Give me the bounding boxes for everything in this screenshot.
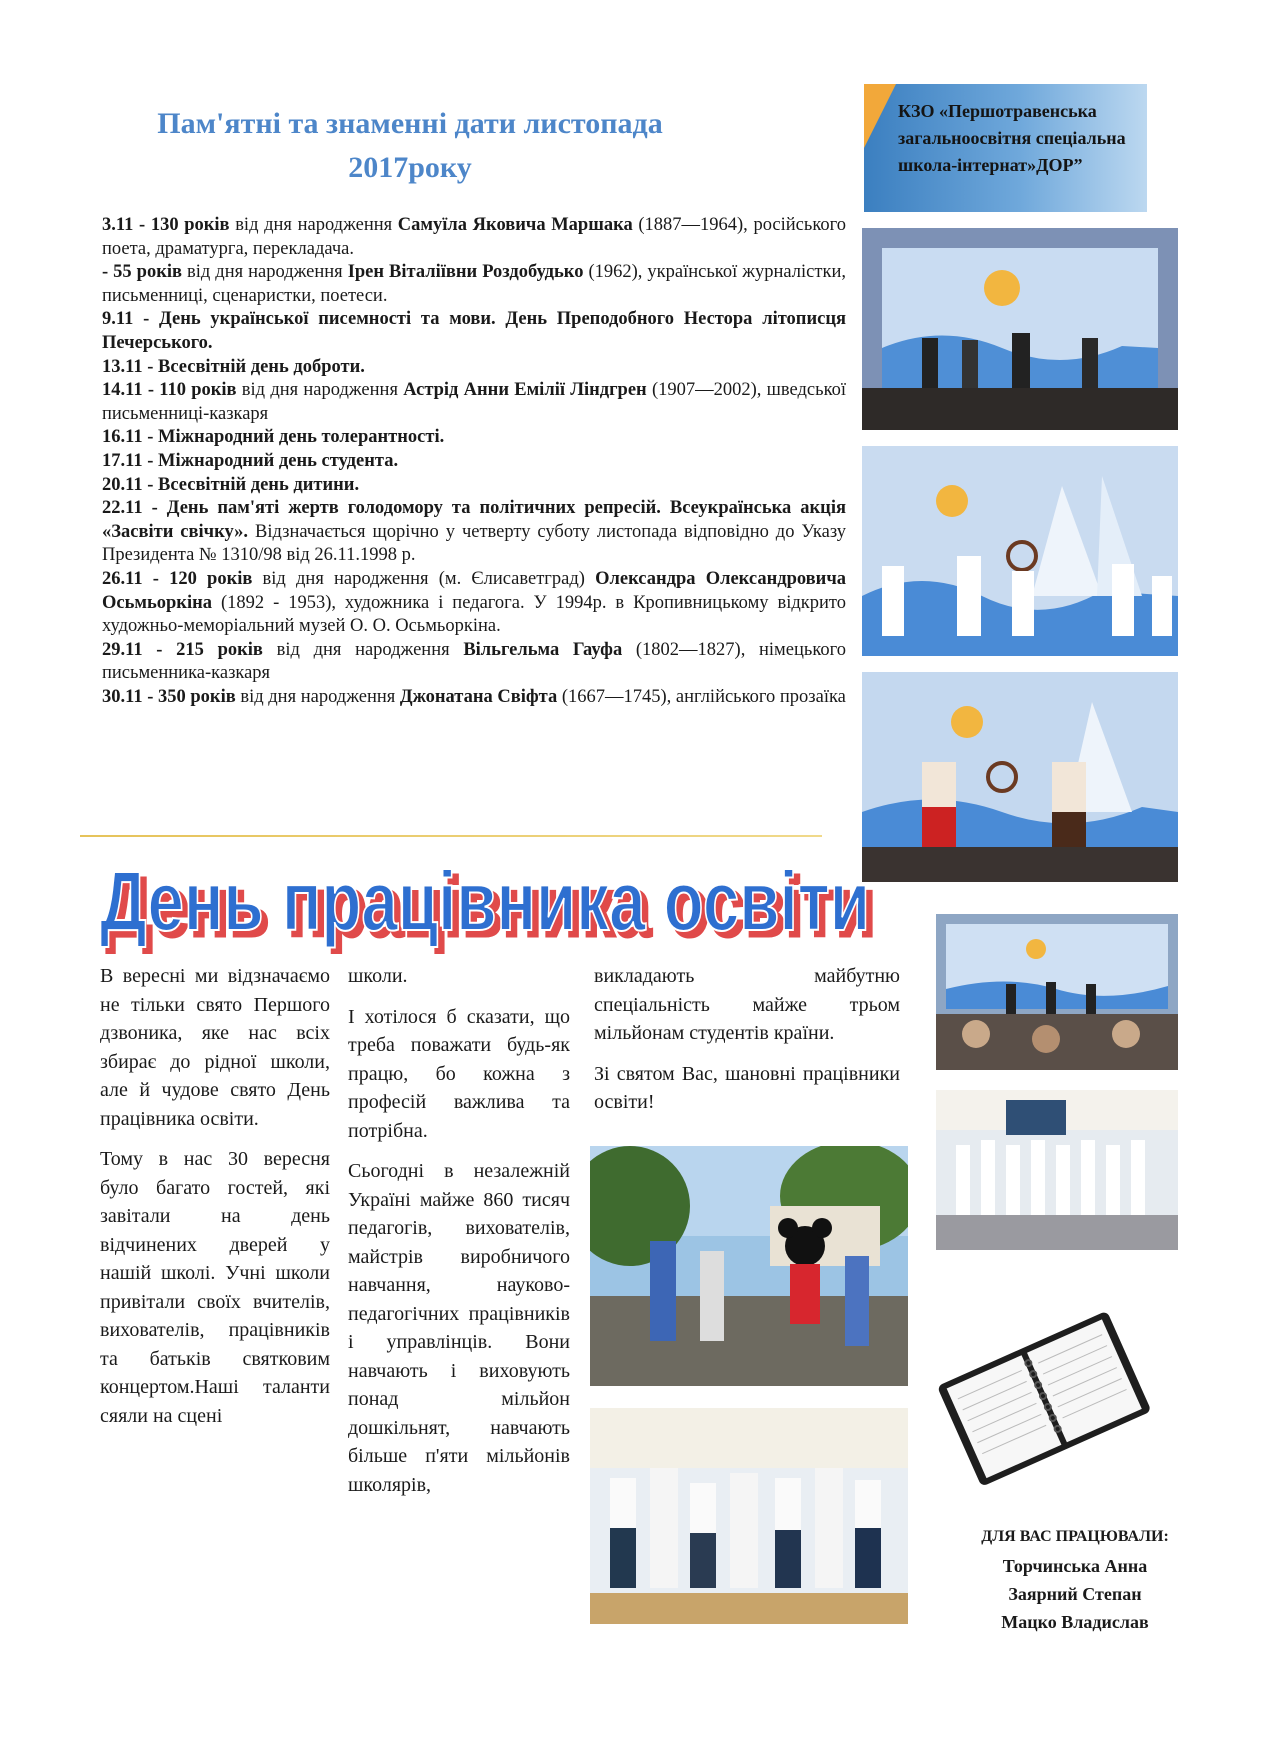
- date-entry-date: 29.11 -: [102, 639, 177, 660]
- article-column-1: [100, 962, 330, 1442]
- stage-audience-photo: [936, 914, 1178, 1070]
- date-entry-text2: (1667—1745), англійського прозаїка: [557, 686, 846, 707]
- date-entry-bold1: Міжнародний день толерантності.: [158, 427, 445, 448]
- date-entry-text1: від дня народження: [182, 262, 348, 283]
- article-paragraph: викладають майбутню спеціальність майже трьом мільйонам студентів країни.: [594, 965, 900, 1044]
- credit-name: Заярний Степан: [1008, 1584, 1142, 1604]
- article-paragraph: В вересні ми відзначаємо не тільки свято Першого дзвоника, яке нас всіх збирає до рідної школи, але й чудове свято День працівника освіти.: [100, 965, 330, 1130]
- date-entry: [102, 426, 846, 450]
- concert-photo-3: [862, 672, 1178, 882]
- date-entry: [102, 356, 846, 380]
- date-entry-bold1: Всесвітній день дитини.: [158, 474, 360, 495]
- headline-shadow: День працівника освіти: [106, 860, 876, 954]
- date-entry: [102, 379, 846, 426]
- concert-photo-2: [862, 446, 1178, 656]
- dates-list: [102, 214, 846, 709]
- headline-text: День працівника освіти: [100, 856, 870, 948]
- date-entry-text1: від дня народження (м. Єлисаветград): [252, 568, 596, 589]
- date-entry-text1: від дня народження: [262, 639, 464, 660]
- date-entry-text2: (1962), української журналістки, письменниці, сценаристки, поетеси.: [102, 262, 846, 306]
- date-entry-bold1: 55 років: [113, 262, 183, 283]
- date-entry-bold1: Всесвітній день доброти.: [158, 356, 365, 377]
- date-entry-text2: (1887—1964), російського поета, драматурга, перекладача.: [102, 215, 846, 259]
- outdoor-celebration-photo: [590, 1146, 908, 1386]
- date-entry-bold2: Ірен Віталіївни Роздобудько: [347, 262, 584, 283]
- article-paragraph: Тому в нас 30 вересня було багато гостей, які завітали на день відчинених дверей у нашій школі. Учні школи привітали своїх вчителів, вихователів, працівників та батьків святковим концертом.Наші таланти сяяли на сцені: [100, 1148, 330, 1427]
- date-entry-date: 13.11 -: [102, 356, 159, 377]
- date-entry-bold2: Вільгельма Гауфа: [463, 639, 623, 660]
- credit-name: Торчинська Анна: [1002, 1556, 1148, 1576]
- date-entry: [102, 450, 846, 474]
- date-entry-bold1: День пам'яті жертв голодомору та політичних репресій. Всеукраїнська акція «Засвіти свічку».: [102, 498, 846, 542]
- date-entry-bold1: 215 років: [176, 639, 263, 660]
- date-entry: [102, 639, 846, 686]
- date-entry-date: 9.11 -: [102, 309, 160, 330]
- article-paragraph: Сьогодні в незалежній Україні майже 860 тисяч педагогів, вихователів, майстрів виробничого навчання, науково-педагогічних працівників і управлінців. Вони навчають і виховують понад мільйон дошкільнят, навчають більше п'яти мільйонів школярів,: [348, 1160, 570, 1496]
- date-entry-bold1: 110 років: [159, 380, 237, 401]
- date-entry-bold2: Олександра Олександровича Осьмьоркіна: [102, 568, 846, 613]
- article-paragraph: школи.: [348, 965, 408, 987]
- credits: [920, 1522, 1230, 1636]
- article-paragraph: І хотілося б сказати, що треба поважати будь-як працю, бо кожна з професій важлива та потрібна.: [348, 1005, 570, 1142]
- date-entry-date: 30.11 -: [102, 686, 159, 707]
- date-entry: [102, 568, 846, 639]
- credit-name: Мацко Владислав: [1001, 1612, 1149, 1632]
- date-entry-text2: (1802—1827), німецького письменника-казкаря: [102, 639, 846, 684]
- date-entry: [102, 686, 846, 710]
- date-entry-text1: від дня народження: [229, 215, 398, 235]
- date-entry-bold1: День української писемності та мови. День Преподобного Нестора літописця Печерського.: [102, 309, 846, 353]
- date-entry-date: 20.11 -: [102, 474, 159, 495]
- article-paragraph: Зі святом Вас, шановні працівники освіти!: [594, 1062, 900, 1113]
- date-entry-bold1: 130 років: [150, 215, 230, 235]
- date-entry-text2: (1892 - 1953), художника і педагога. У 1994р. в Кропивницькому відкрито художньо-меморіальний музей О. О. Осьмьоркіна.: [102, 592, 846, 637]
- headline-banner: [98, 856, 888, 954]
- date-entry-date: 17.11 -: [102, 450, 159, 471]
- section-divider: [80, 835, 822, 837]
- date-entry-bold2: Самуїла Яковича Маршака: [397, 215, 633, 235]
- date-entry: [102, 497, 846, 568]
- date-entry: [102, 308, 846, 355]
- date-entry-date: 16.11 -: [102, 427, 159, 448]
- date-entry-date: 26.11 -: [102, 568, 170, 589]
- date-entry-bold2: Джонатана Свіфта: [399, 686, 558, 707]
- credits-heading: ДЛЯ ВАС ПРАЦЮВАЛИ:: [981, 1528, 1169, 1545]
- date-entry-bold1: 350 років: [158, 686, 236, 707]
- date-entry: [102, 261, 846, 308]
- date-entry-date: 3.11 -: [102, 215, 151, 235]
- date-entry: [102, 214, 846, 261]
- school-name-box: [864, 84, 1147, 212]
- date-entry-date: 14.11 -: [102, 380, 160, 401]
- date-entry-bold1: 120 років: [169, 568, 253, 589]
- date-entry-text2: (1907—2002), шведської письменниці-казкаря: [102, 380, 847, 424]
- date-entry-bold2: Астрід Анни Емілії Ліндгрен: [403, 380, 647, 401]
- date-entry-bold1: Міжнародний день студента.: [158, 450, 399, 471]
- page-title: Пам'ятні та знаменні дати листопада 2017року: [157, 107, 663, 184]
- concert-photo-1: [862, 228, 1178, 430]
- date-entry-text1: від дня народження: [236, 380, 404, 401]
- date-entry-text1: від дня народження: [235, 686, 400, 707]
- notebook-icon: [928, 1296, 1158, 1496]
- group-photo: [936, 1090, 1178, 1250]
- date-entry-date: -: [102, 262, 114, 283]
- date-entry-date: 22.11 -: [102, 498, 167, 519]
- article-column-3: [594, 962, 900, 1129]
- date-entry-text1: Відзначається щорічно у четверту суботу листопада відповідно до Указу Президента № 1310/98 від 26.11.1998 р.: [102, 521, 846, 566]
- article-column-2: [348, 962, 570, 1511]
- date-entry: [102, 474, 846, 498]
- school-name: КЗО «Першотравенська загальноосвітня спеціальна школа-інтернат»ДОР”: [898, 101, 1126, 175]
- dance-photo: [590, 1408, 908, 1624]
